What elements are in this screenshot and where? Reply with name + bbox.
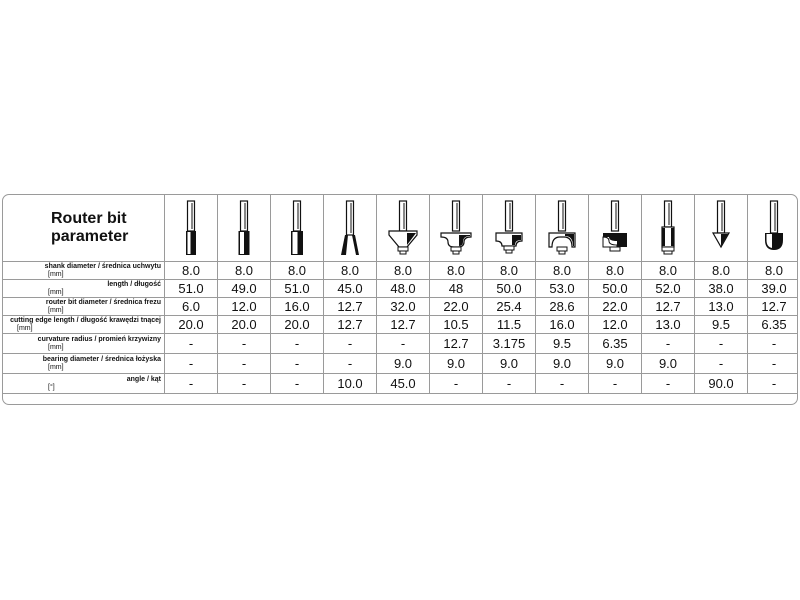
row-label-text: curvature radius / promień krzywizny bbox=[37, 335, 161, 343]
bit-cell bbox=[430, 195, 483, 262]
value-cell: 20.0 bbox=[218, 316, 271, 334]
beading-bit-icon bbox=[489, 197, 529, 259]
bit-cell bbox=[589, 195, 642, 262]
row-label bbox=[3, 280, 165, 298]
value-cell: 48 bbox=[430, 280, 483, 298]
value-cell: 8.0 bbox=[748, 262, 799, 280]
value-cell: 9.5 bbox=[536, 334, 589, 354]
v-groove-bit-icon bbox=[701, 197, 741, 259]
dovetail-bit-icon bbox=[330, 197, 370, 259]
value-cell: 8.0 bbox=[695, 262, 748, 280]
bit-cell bbox=[271, 195, 324, 262]
value-cell: 8.0 bbox=[324, 262, 377, 280]
straight-bit-icon bbox=[277, 197, 317, 259]
row-label-text: cutting edge length / długość krawędzi tnącej bbox=[10, 316, 161, 324]
parameter-table bbox=[2, 194, 798, 394]
value-cell: 49.0 bbox=[218, 280, 271, 298]
value-cell: 16.0 bbox=[536, 316, 589, 334]
row-label-text: length / długość bbox=[107, 280, 161, 288]
value-cell: 25.4 bbox=[483, 298, 536, 316]
value-cell: 13.0 bbox=[695, 298, 748, 316]
row-label-text: shank diameter / średnica uchwytu bbox=[44, 262, 161, 270]
value-cell: 12.7 bbox=[324, 316, 377, 334]
row-label bbox=[3, 316, 165, 334]
row-unit: [mm] bbox=[48, 288, 64, 296]
table-row bbox=[3, 354, 799, 374]
core-box-bit-icon bbox=[754, 197, 794, 259]
value-cell: - bbox=[165, 354, 218, 374]
bit-cell bbox=[165, 195, 218, 262]
value-cell: 8.0 bbox=[377, 262, 430, 280]
value-cell: 12.7 bbox=[642, 298, 695, 316]
value-cell: - bbox=[642, 374, 695, 394]
cove-bit-icon bbox=[542, 197, 582, 259]
value-cell: 9.0 bbox=[430, 354, 483, 374]
flush-trim-bit-icon bbox=[648, 197, 688, 259]
roman-ogee-bit-icon bbox=[436, 197, 476, 259]
value-cell: 9.0 bbox=[483, 354, 536, 374]
row-unit: [°] bbox=[48, 383, 55, 391]
value-cell: 8.0 bbox=[642, 262, 695, 280]
value-cell: 12.7 bbox=[430, 334, 483, 354]
table-row bbox=[3, 262, 799, 280]
value-cell: - bbox=[695, 334, 748, 354]
row-label-text: angle / kąt bbox=[126, 375, 161, 383]
value-cell: - bbox=[218, 354, 271, 374]
value-cell: 8.0 bbox=[271, 262, 324, 280]
row-label bbox=[3, 262, 165, 280]
bit-cell bbox=[324, 195, 377, 262]
value-cell: - bbox=[271, 354, 324, 374]
table-row bbox=[3, 298, 799, 316]
value-cell: 6.35 bbox=[589, 334, 642, 354]
value-cell: 12.0 bbox=[589, 316, 642, 334]
row-unit: [mm] bbox=[48, 343, 64, 351]
value-cell: 8.0 bbox=[218, 262, 271, 280]
straight-bit-icon bbox=[224, 197, 264, 259]
value-cell: 10.5 bbox=[430, 316, 483, 334]
bit-cell bbox=[695, 195, 748, 262]
value-cell: 53.0 bbox=[536, 280, 589, 298]
value-cell: 8.0 bbox=[165, 262, 218, 280]
bit-cell bbox=[377, 195, 430, 262]
value-cell: 90.0 bbox=[695, 374, 748, 394]
row-unit: [mm] bbox=[17, 324, 33, 332]
value-cell: 28.6 bbox=[536, 298, 589, 316]
value-cell: 20.0 bbox=[271, 316, 324, 334]
value-cell: - bbox=[536, 374, 589, 394]
value-cell: 50.0 bbox=[483, 280, 536, 298]
value-cell: 3.175 bbox=[483, 334, 536, 354]
value-cell: 38.0 bbox=[695, 280, 748, 298]
round-over-bit-icon bbox=[595, 197, 635, 259]
bit-cell bbox=[536, 195, 589, 262]
row-unit: [mm] bbox=[48, 363, 64, 371]
value-cell: - bbox=[165, 334, 218, 354]
value-cell: 12.0 bbox=[218, 298, 271, 316]
header-row bbox=[3, 195, 799, 262]
value-cell: 11.5 bbox=[483, 316, 536, 334]
table-row bbox=[3, 374, 799, 394]
bit-cell bbox=[748, 195, 799, 262]
value-cell: - bbox=[748, 374, 799, 394]
value-cell: - bbox=[695, 354, 748, 374]
value-cell: - bbox=[589, 374, 642, 394]
router-bit-table bbox=[2, 194, 798, 405]
value-cell: 9.0 bbox=[642, 354, 695, 374]
value-cell: 10.0 bbox=[324, 374, 377, 394]
value-cell: - bbox=[324, 354, 377, 374]
value-cell: 6.0 bbox=[165, 298, 218, 316]
row-unit: [mm] bbox=[48, 270, 64, 278]
value-cell: - bbox=[324, 334, 377, 354]
value-cell: 9.5 bbox=[695, 316, 748, 334]
row-label bbox=[3, 354, 165, 374]
value-cell: 13.0 bbox=[642, 316, 695, 334]
value-cell: 8.0 bbox=[483, 262, 536, 280]
value-cell: 22.0 bbox=[430, 298, 483, 316]
bit-cell bbox=[483, 195, 536, 262]
bit-cell bbox=[218, 195, 271, 262]
straight-bit-icon bbox=[171, 197, 211, 259]
value-cell: - bbox=[377, 334, 430, 354]
title-line-2: parameter bbox=[51, 228, 129, 245]
value-cell: 12.7 bbox=[324, 298, 377, 316]
table-row bbox=[3, 316, 799, 334]
value-cell: - bbox=[271, 334, 324, 354]
value-cell: 8.0 bbox=[536, 262, 589, 280]
row-label-text: router bit diameter / średnica frezu bbox=[45, 298, 161, 306]
value-cell: - bbox=[642, 334, 695, 354]
row-label bbox=[3, 298, 165, 316]
value-cell: 8.0 bbox=[430, 262, 483, 280]
value-cell: - bbox=[218, 334, 271, 354]
row-label-text: bearing diameter / średnica łożyska bbox=[42, 355, 161, 363]
value-cell: 12.7 bbox=[377, 316, 430, 334]
value-cell: 9.0 bbox=[536, 354, 589, 374]
value-cell: 9.0 bbox=[589, 354, 642, 374]
value-cell: - bbox=[748, 354, 799, 374]
chamfer-bearing-bit-icon bbox=[383, 197, 423, 259]
value-cell: - bbox=[165, 374, 218, 394]
value-cell: 51.0 bbox=[165, 280, 218, 298]
row-label bbox=[3, 334, 165, 354]
value-cell: 16.0 bbox=[271, 298, 324, 316]
table-title bbox=[3, 195, 165, 262]
title-line-1: Router bit bbox=[51, 210, 127, 227]
value-cell: - bbox=[748, 334, 799, 354]
value-cell: 9.0 bbox=[377, 354, 430, 374]
value-cell: 6.35 bbox=[748, 316, 799, 334]
value-cell: 39.0 bbox=[748, 280, 799, 298]
value-cell: 22.0 bbox=[589, 298, 642, 316]
value-cell: - bbox=[430, 374, 483, 394]
value-cell: 45.0 bbox=[377, 374, 430, 394]
value-cell: 52.0 bbox=[642, 280, 695, 298]
table-row bbox=[3, 334, 799, 354]
table-row bbox=[3, 280, 799, 298]
value-cell: 51.0 bbox=[271, 280, 324, 298]
value-cell: 20.0 bbox=[165, 316, 218, 334]
value-cell: 32.0 bbox=[377, 298, 430, 316]
value-cell: - bbox=[483, 374, 536, 394]
value-cell: 48.0 bbox=[377, 280, 430, 298]
row-unit: [mm] bbox=[48, 306, 64, 314]
value-cell: 45.0 bbox=[324, 280, 377, 298]
value-cell: 50.0 bbox=[589, 280, 642, 298]
row-label bbox=[3, 374, 165, 394]
value-cell: - bbox=[218, 374, 271, 394]
value-cell: 12.7 bbox=[748, 298, 799, 316]
value-cell: - bbox=[271, 374, 324, 394]
value-cell: 8.0 bbox=[589, 262, 642, 280]
bit-cell bbox=[642, 195, 695, 262]
